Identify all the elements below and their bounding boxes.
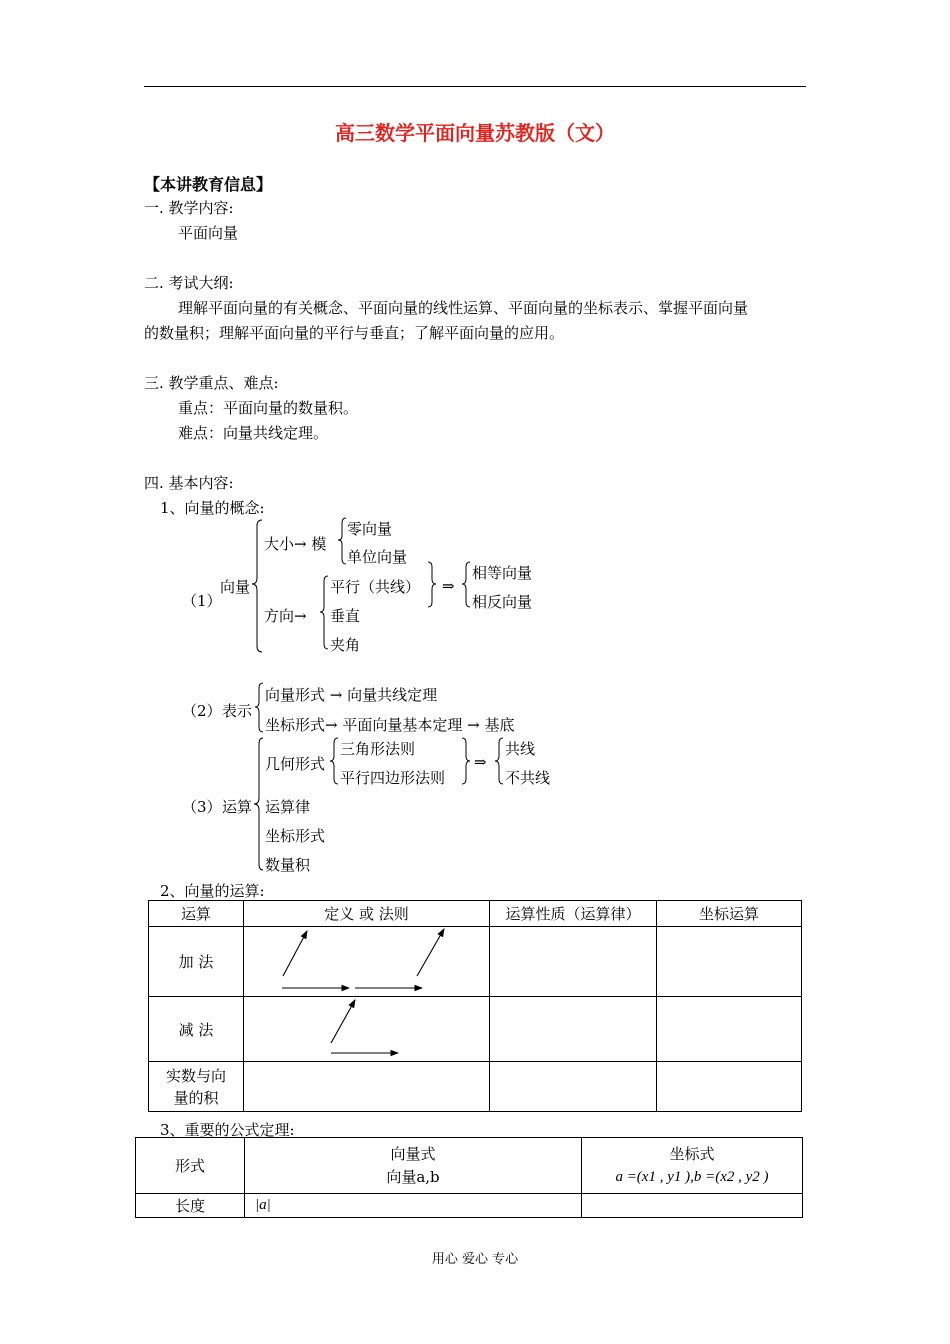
arrow-sub-a — [331, 1000, 355, 1043]
dot-product-label: 数量积 — [265, 856, 311, 874]
item-number-1: （1） — [182, 592, 222, 610]
s1-heading: 一. 教学内容: — [144, 199, 234, 217]
coordinate-form-title: 坐标式 — [669, 1144, 715, 1163]
unit-vector-label: 单位向量 — [347, 548, 408, 566]
collinear-label: 共线 — [505, 740, 536, 758]
coordinate-expression: a =(x1 , y1 ),b =(x2 , y2 ) — [615, 1168, 769, 1185]
s4-heading: 四. 基本内容: — [144, 474, 234, 492]
arrow-add-a — [283, 931, 307, 976]
implies-symbol-2: ⇒ — [474, 753, 487, 771]
s2-line1: 理解平面向量的有关概念、平面向量的线性运算、平面向量的坐标表示、掌握平面向量 — [178, 299, 749, 317]
length-coord-cell — [582, 1194, 803, 1218]
coordinate-form-label: 坐标形式 — [265, 827, 326, 845]
op-row-addition: 加 法 — [149, 927, 244, 997]
triangle-rule-label: 三角形法则 — [340, 740, 416, 758]
opposite-vector-label: 相反向量 — [472, 593, 533, 611]
direction-label: 方向→ — [264, 607, 307, 625]
operation-label: 运算 — [222, 798, 253, 816]
arrow-add-d — [417, 929, 444, 976]
length-label: 长度 — [136, 1194, 245, 1218]
size-label: 大小→ 模 — [264, 535, 327, 553]
noncollinear-label: 不共线 — [505, 769, 551, 787]
equal-vector-label: 相等向量 — [472, 564, 533, 582]
vector-form-ab: 向量a,b — [386, 1167, 440, 1186]
abs-a-expression: |a| — [245, 1194, 582, 1218]
angle-label: 夹角 — [330, 636, 361, 654]
form-header: 形式 — [136, 1138, 245, 1194]
implies-symbol: ⇒ — [442, 577, 455, 595]
op-row-subtraction: 减 法 — [149, 997, 244, 1062]
item-number-2: （2） — [182, 702, 222, 720]
s4-sub3: 3、重要的公式定理: — [160, 1121, 295, 1139]
s3-heading: 三. 教学重点、难点: — [144, 374, 279, 392]
vector-form-title: 向量式 — [390, 1144, 436, 1163]
s4-sub2: 2、向量的运算: — [160, 882, 265, 900]
item-number-3: （3） — [182, 798, 222, 816]
page-title: 高三数学平面向量苏教版（文） — [335, 121, 615, 145]
op-header-coordinate: 坐标运算 — [657, 901, 802, 927]
coord-form-line: 坐标形式→ 平面向量基本定理 → 基底 — [265, 716, 515, 734]
zero-vector-label: 零向量 — [347, 520, 393, 538]
vector-form-header — [245, 1138, 582, 1194]
s2-heading: 二. 考试大纲: — [144, 274, 234, 292]
s3-difficult: 难点：向量共线定理。 — [178, 424, 329, 442]
page-footer: 用心 爱心 专心 — [431, 1252, 519, 1267]
parallelogram-rule-label: 平行四边形法则 — [340, 769, 446, 787]
s4-sub1: 1、向量的概念: — [160, 499, 265, 517]
perpendicular-label: 垂直 — [330, 607, 361, 625]
parallel-label: 平行（共线） — [330, 578, 421, 596]
law-label: 运算律 — [265, 798, 311, 816]
geometric-form-label: 几何形式 — [265, 755, 326, 773]
formula-table — [135, 1137, 803, 1218]
op-header-properties: 运算性质（运算律） — [490, 901, 657, 927]
s2-line2: 的数量积；理解平面向量的平行与垂直；了解平面向量的应用。 — [144, 324, 565, 342]
section-header: 【本讲教育信息】 — [144, 175, 273, 194]
s3-key: 重点：平面向量的数量积。 — [178, 399, 359, 417]
s1-body: 平面向量 — [178, 224, 239, 242]
op-row-scalar: 实数与向 量的积 — [149, 1062, 244, 1112]
vector-label: 向量 — [220, 578, 251, 596]
represent-label: 表示 — [222, 702, 253, 720]
op-header-definition: 定义 或 法则 — [244, 901, 490, 927]
op-header-operation: 运算 — [149, 901, 244, 927]
vector-form-line: 向量形式 → 向量共线定理 — [265, 686, 438, 704]
coordinate-form-header — [582, 1138, 803, 1194]
